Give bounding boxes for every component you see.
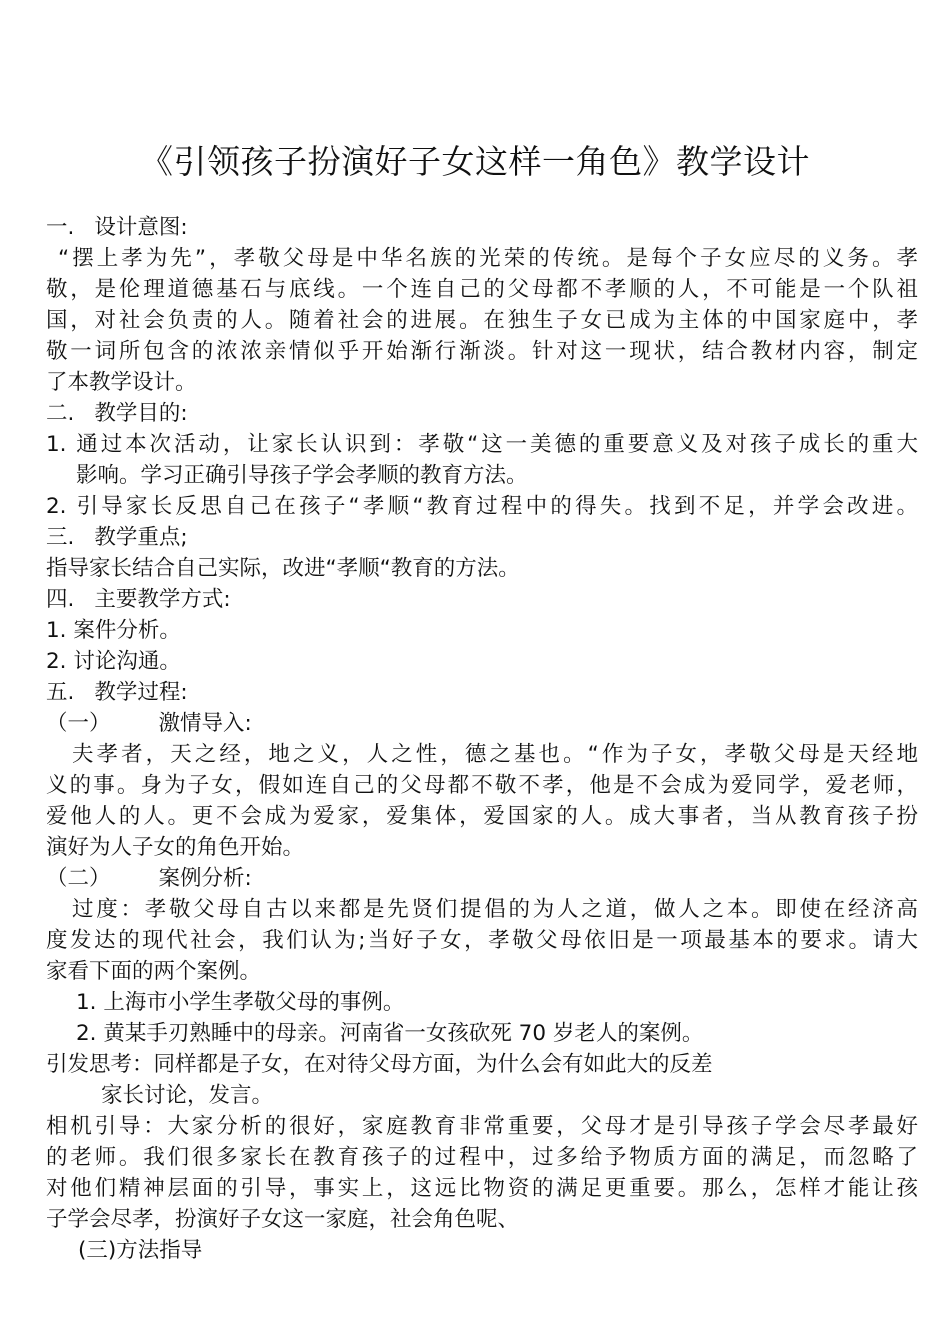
paragraph-line: 的老师。我们很多家长在教育孩子的过程中，过多给予物质方面的满足，而忽略了 xyxy=(46,1145,918,1170)
paragraph-line: 引发思考：同样都是子女，在对待父母方面，为什么会有如此大的反差 xyxy=(46,1052,713,1077)
list-item: 2. 引导家长反思自己在孩子“孝顺“教育过程中的得失。找到不足，并学会改进。 xyxy=(46,494,918,519)
section-heading-teaching-goals xyxy=(46,398,918,429)
list-item: 1. 案件分析。 xyxy=(46,618,181,643)
paragraph-line: 夫孝者，天之经，地之义，人之性，德之基也。“作为子女，孝敬父母是天经地 xyxy=(72,742,918,767)
section-number: 一. xyxy=(46,215,75,240)
section-heading-teaching-process xyxy=(46,677,918,708)
case-list-item: 2. 黄某手刃熟睡中的母亲。河南省一女孩砍死 70 岁老人的案例。 xyxy=(76,1021,704,1046)
paragraph-line: 敬一词所包含的浓浓亲情似乎开始渐行渐淡。针对这一现状，结合教材内容，制定 xyxy=(46,339,918,364)
paragraph-line: 爱他人的人。更不会成为爱家，爱集体，爱国家的人。成大事者，当从教育孩子扮 xyxy=(46,804,918,829)
paragraph-line: 义的事。身为子女，假如连自己的父母都不敬不孝，他是不会成为爱同学，爱老师， xyxy=(46,773,918,798)
section-title: 教学重点; xyxy=(94,525,188,550)
paragraph-line: 相机引导：大家分析的很好，家庭教育非常重要，父母才是引导孩子学会尽孝最好 xyxy=(46,1114,918,1139)
paragraph-line: 过度：孝敬父母自古以来都是先贤们提倡的为人之道，做人之本。即使在经济高 xyxy=(72,897,918,922)
paragraph-line: 指导家长结合自己实际，改进“孝顺“教育的方法。 xyxy=(46,556,520,581)
paragraph-line: 敬，是伦理道德基石与底线。一个连自己的父母都不孝顺的人，不可能是一个队祖 xyxy=(46,277,918,302)
case-list-item: 1. 上海市小学生孝敬父母的事例。 xyxy=(76,990,405,1015)
section-title: 教学目的: xyxy=(94,401,188,426)
subsection-number: （二） xyxy=(46,866,111,891)
list-item-continuation: 影响。学习正确引导孩子学会孝顺的教育方法。 xyxy=(76,463,528,488)
subsection-title: 案例分析: xyxy=(158,866,252,891)
paragraph-line: 了本教学设计。 xyxy=(46,370,197,395)
document-body xyxy=(46,212,918,1266)
subsection-heading-intro xyxy=(46,708,918,739)
section-heading-teaching-methods xyxy=(46,584,918,615)
paragraph-line: “摆上孝为先”，孝敬父母是中华名族的光荣的传统。是每个子女应尽的义务。孝 xyxy=(58,246,918,271)
subsection-heading-case-analysis xyxy=(46,863,918,894)
section-title: 设计意图: xyxy=(94,215,188,240)
paragraph-line: 度发达的现代社会，我们认为;当好子女，孝敬父母依旧是一项最基本的要求。请大 xyxy=(46,928,918,953)
subsection-heading-method-guidance: (三)方法指导 xyxy=(78,1238,203,1263)
section-title: 主要教学方式: xyxy=(94,587,231,612)
subsection-number: （一） xyxy=(46,711,111,736)
document-title: 《引领孩子扮演好子女这样一角色》教学设计 xyxy=(140,142,810,181)
list-item: 1. 通过本次活动，让家长认识到：孝敬“这一美德的重要意义及对孩子成长的重大 xyxy=(46,432,918,457)
paragraph-line: 对他们精神层面的引导，事实上，这远比物资的满足更重要。那么，怎样才能让孩 xyxy=(46,1176,918,1201)
section-number: 三. xyxy=(46,525,75,550)
section-heading-design-intent xyxy=(46,212,918,243)
section-number: 五. xyxy=(46,680,75,705)
paragraph-line: 家长讨论，发言。 xyxy=(101,1083,274,1108)
section-number: 四. xyxy=(46,587,75,612)
paragraph-line: 子学会尽孝，扮演好子女这一家庭，社会角色呢、 xyxy=(46,1207,520,1232)
paragraph-line: 国，对社会负责的人。随着社会的进展。在独生子女已成为主体的中国家庭中，孝 xyxy=(46,308,918,333)
paragraph-line: 演好为人子女的角色开始。 xyxy=(46,835,305,860)
section-heading-key-points xyxy=(46,522,918,553)
subsection-title: 激情导入: xyxy=(158,711,252,736)
section-title: 教学过程: xyxy=(94,680,188,705)
section-number: 二. xyxy=(46,401,75,426)
list-item: 2. 讨论沟通。 xyxy=(46,649,181,674)
paragraph-line: 家看下面的两个案例。 xyxy=(46,959,262,984)
